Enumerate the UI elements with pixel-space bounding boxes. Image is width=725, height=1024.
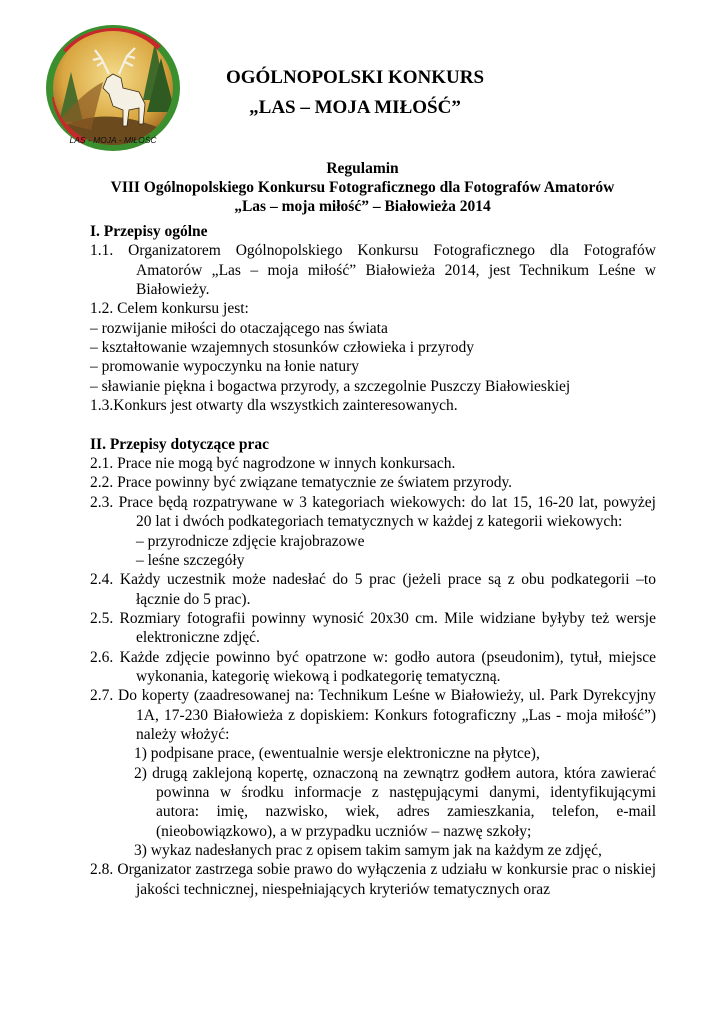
paragraph-1-3: 1.3.Konkurs jest otwarty dla wszystkich zainteresowanych. xyxy=(90,397,458,415)
paragraph-1-2: 1.2. Celem konkursu jest: xyxy=(90,300,249,318)
main-title-line-2: „LAS – MOJA MIŁOŚĆ” xyxy=(249,97,461,118)
list-item: – przyrodnicze zdjęcie krajobrazowe xyxy=(136,532,365,550)
paragraph-2-1: 2.1. Prace nie mogą być nagrodzone w innych konkursach. xyxy=(90,455,456,473)
section-heading: II. Przepisy dotyczące prac xyxy=(90,435,270,453)
paragraph-2-8: 2.8. Organizator zastrzega sobie prawo do wyłączenia z udziału w konkursie prac o niskiej jakości technicznej, niespełniających kryteriów tematycznych oraz xyxy=(90,861,656,898)
paragraph-2-7: 2.7. Do koperty (zaadresowanej na: Technikum Leśne w Białowieży, ul. Park Dyrekcyjny 1A, 17-230 Białowieża z dopiskiem: Konkurs fotograficzny „Las - moja miłość”) należy włożyć: xyxy=(90,687,656,743)
list-item: 1) podpisane prace, (ewentualnie wersje elektroniczne na płytce), xyxy=(134,745,540,763)
paragraph-2-5: 2.5. Rozmiary fotografii powinny wynosić 20x30 cm. Mile widziane byłyby też wersje elektroniczne zdjęć. xyxy=(90,609,656,647)
list-item: – leśne szczegóły xyxy=(136,551,245,569)
paragraph-2-4: 2.4. Każdy uczestnik może nadesłać do 5 prac (jeżeli prace są z obu podkategorii –to łącznie do 5 prac). xyxy=(90,571,656,608)
list-item: – sławianie piękna i bogactwa przyrody, a szczegolnie Puszczy Białowieskiej xyxy=(90,377,571,395)
list-item: 2) drugą zaklejoną kopertę, oznaczoną na zewnątrz godłem autora, która zawierać powinna w środku informacje z następującymi danymi, identyfikującymi autora: imię, nazwisko, wiek, adres zamieszkania, telefon, e-mail (nieobowiązkowo), a w przypadku uczniów – nazwę szkoły; xyxy=(134,764,656,840)
regulation-body xyxy=(90,222,656,899)
regulation-title: VIII Ogólnopolskiego Konkursu Fotograficznego dla Fotografów Amatorów xyxy=(110,179,615,196)
contest-logo xyxy=(43,22,183,154)
logo-text: LAS - MOJA - MIŁOŚĆ xyxy=(69,135,157,145)
main-title-line-1: OGÓLNOPOLSKI KONKURS xyxy=(225,67,485,88)
list-item: – kształtowanie wzajemnych stosunków człowieka i przyrody xyxy=(90,339,474,357)
list-item: – rozwijanie miłości do otaczającego nas świata xyxy=(90,319,388,337)
regulation-label: Regulamin xyxy=(326,160,399,177)
section-heading: I. Przepisy ogólne xyxy=(90,223,208,240)
list-item: – promowanie wypoczynku na łonie natury xyxy=(90,358,360,376)
list-item: 3) wykaz nadesłanych prac z opisem takim samym jak na każdym ze zdjęć, xyxy=(134,842,602,859)
regulation-subtitle: „Las – moja miłość” – Białowieża 2014 xyxy=(234,198,491,215)
paragraph-1-1: 1.1. Organizatorem Ogólnopolskiego Konkursu Fotograficznego dla Fotografów Amatorów „Las – moja miłość” Białowieża 2014, jest Technikum Leśne w Białowieży. xyxy=(90,242,656,299)
paragraph-2-2: 2.2. Prace powinny być związane tematycznie ze światem przyrody. xyxy=(90,474,513,492)
paragraph-2-6: 2.6. Każde zdjęcie powinno być opatrzone w: godło autora (pseudonim), tytuł, miejsce wykonania, kategorię wiekową i podkategorię tematyczną. xyxy=(90,648,656,685)
paragraph-2-3: 2.3. Prace będą rozpatrywane w 3 kategoriach wiekowych: do lat 15, 16-20 lat, powyżej 20 lat i dwóch podkategoriach tematycznych w każdej z kategorii wiekowych: xyxy=(90,493,656,531)
